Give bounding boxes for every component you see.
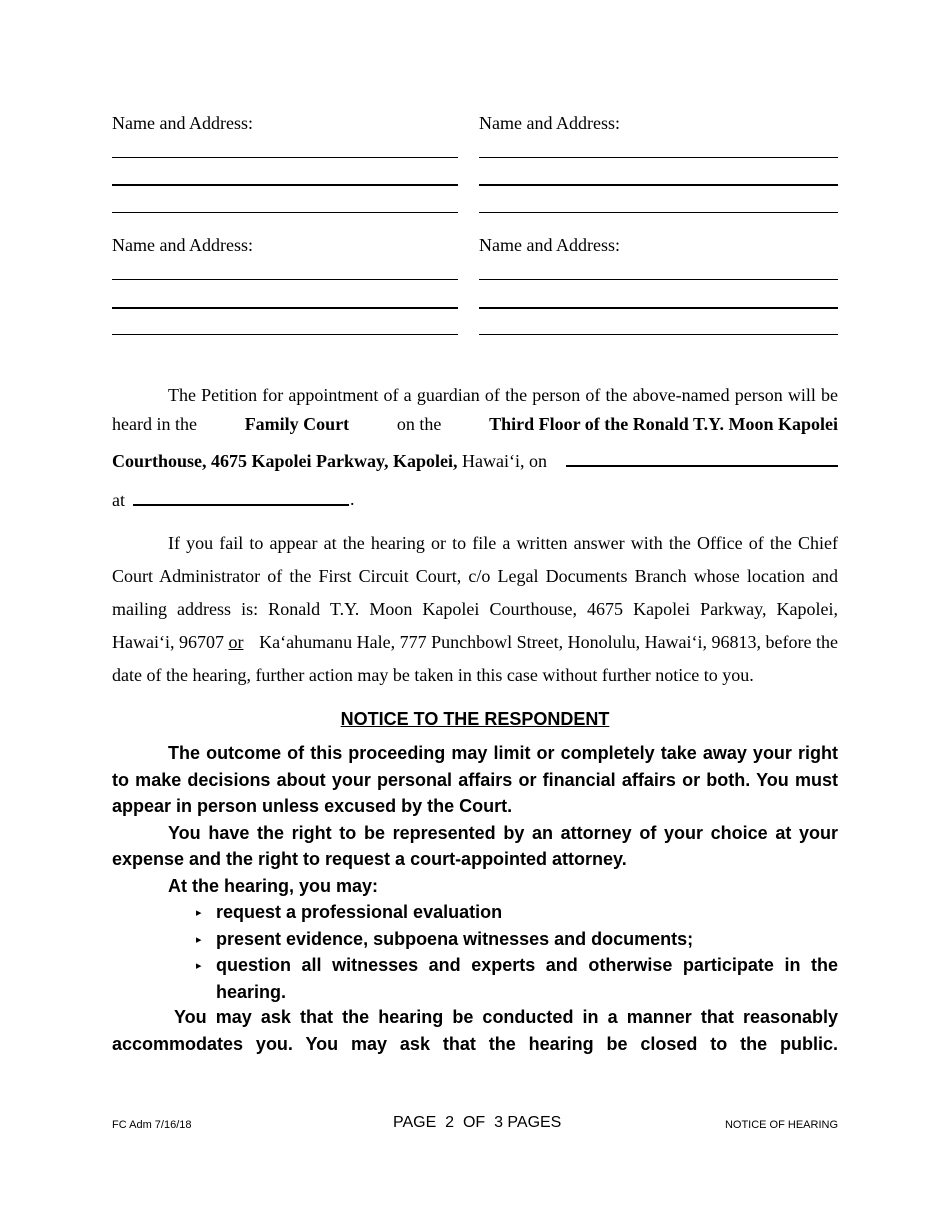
failure-line-5: date of the hearing, further action may be taken in this case without further notice to you. [112,665,754,685]
address-line[interactable] [112,279,458,280]
hearing-period: . [350,489,355,509]
hearing-line-1: The Petition for appointment of a guardian of the person of the above-named person will be [168,385,838,405]
party-block-bottom-left-label: Name and Address: [112,235,253,255]
address-line[interactable] [479,307,838,309]
failure-line-1: If you fail to appear at the hearing or to file a written answer with the Office of the Chief [168,533,838,553]
bullet-triangle-icon: ▸ [196,933,202,946]
address-line[interactable] [479,157,838,158]
hearing-line-4 [112,489,838,511]
footer-document-title: NOTICE OF HEARING [724,1119,838,1131]
footer-form-id: FC Adm 7/16/18 [112,1119,192,1131]
address-line[interactable] [112,184,458,186]
hearing-hawaii-on: Hawai‘i, on [462,451,547,471]
notice-p2-line-2: expense and the right to request a court-appointed attorney. [112,849,627,869]
address-line[interactable] [112,334,458,335]
failure-address-2: Ka‘ahumanu Hale, 777 Punchbowl Street, Honolulu, Hawai‘i, 96813, before the [259,632,838,652]
bullet-item: request a professional evaluation [216,902,503,922]
party-block-top-right-label: Name and Address: [479,113,620,133]
failure-paragraph [112,527,838,692]
notice-p3: At the hearing, you may: [168,875,379,896]
hearing-on-the: on the [396,414,442,434]
address-line[interactable] [479,334,838,335]
failure-line-3: mailing address is: Ronald T.Y. Moon Kapolei Courthouse, 4675 Kapolei Parkway, Kapolei, [112,599,838,619]
bullet-triangle-icon: ▸ [196,959,202,972]
notice-p1-line-3: appear in person unless excused by the Court. [112,796,513,816]
failure-line-2: Court Administrator of the First Circuit Court, c/o Legal Documents Branch whose location and [112,566,838,586]
notice-p1-line-1: The outcome of this proceeding may limit or completely take away your right [168,743,838,763]
address-line[interactable] [112,157,458,158]
party-block-bottom-right-label: Name and Address: [479,235,620,255]
hearing-heard: heard in the [112,414,197,434]
failure-line-4 [112,626,838,659]
hearing-time-blank[interactable] [133,504,349,506]
hearing-paragraph [112,381,838,438]
address-line[interactable] [479,279,838,280]
hearing-date-blank[interactable] [566,465,838,467]
notice-paragraph-4 [112,1004,838,1057]
address-line[interactable] [112,307,458,309]
hearing-line-3 [112,450,838,472]
address-line[interactable] [479,212,838,213]
notice-title: NOTICE TO THE RESPONDENT [340,709,610,729]
footer-page-number: PAGE 2 OF 3 PAGES [393,1114,562,1131]
notice-p1-line-2: to make decisions about your personal affairs or financial affairs or both. You must [112,769,838,790]
hearing-family-court: Family Court [244,414,350,434]
notice-p2-line-1: You have the right to be represented by an attorney of your choice at your [168,822,838,843]
hearing-line-2 [112,410,838,438]
notice-paragraph-1 [112,740,838,899]
bullet-item: question all witnesses and experts and otherwise participate in the hearing. [216,955,838,1002]
hearing-courthouse: Courthouse, 4675 Kapolei Parkway, Kapolei, [112,451,458,471]
notice-p4-line-2: accommodates you. You may ask that the hearing be closed to the public. [112,1033,838,1054]
party-block-top-left-label: Name and Address: [112,113,253,133]
bullet-item: present evidence, subpoena witnesses and documents; [216,929,694,949]
failure-or: or [228,632,244,652]
notice-p4-line-1: You may ask that the hearing be conducted in a manner that reasonably [174,1007,838,1027]
address-line[interactable] [479,184,838,186]
failure-address-1: Hawai‘i, 96707 [112,632,224,652]
hearing-at: at [112,490,125,510]
bullet-triangle-icon: ▸ [196,906,202,919]
address-line[interactable] [112,212,458,213]
hearing-location: Third Floor of the Ronald T.Y. Moon Kapolei [489,414,838,434]
